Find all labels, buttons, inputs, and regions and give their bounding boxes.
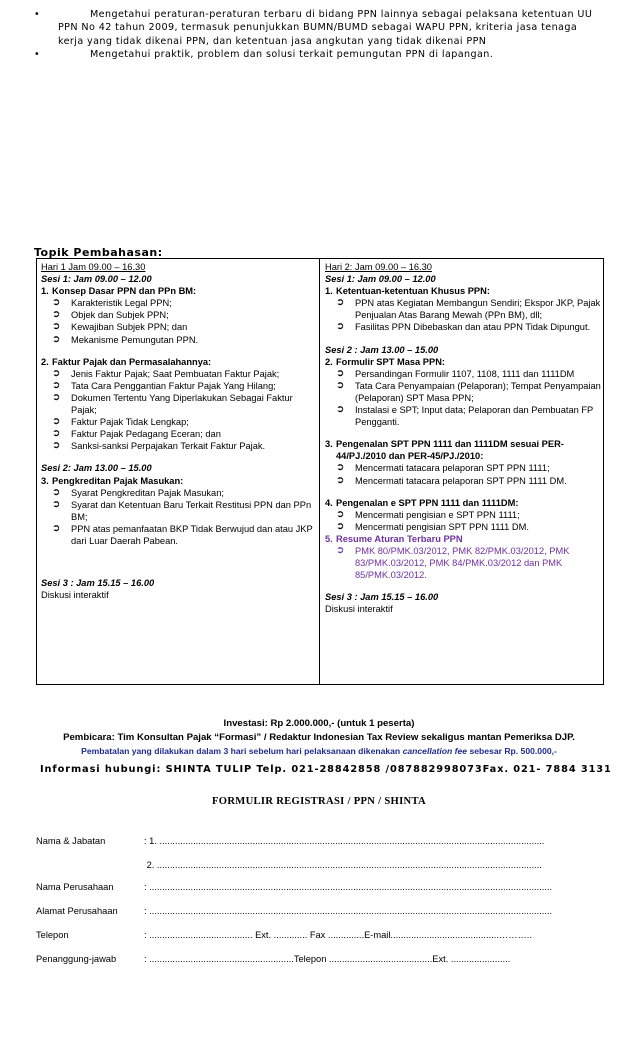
arrow-icon: ➲ <box>52 379 61 391</box>
objective-text: Mengetahui peraturan-peraturan terbaru di bidang PPN lainnya sebagai pelaksana ketentuan UU <box>90 9 593 20</box>
arrow-icon: ➲ <box>336 544 345 556</box>
arrow-icon: ➲ <box>52 428 61 440</box>
form-field[interactable]: : ............................................................................................................................................................ <box>144 906 553 916</box>
topic-heading: 5. Resume Aturan Terbaru PPN <box>325 533 463 544</box>
day1-column <box>41 261 313 601</box>
topic-item: ➲ Fasilitas PPN Dibebaskan dan atau PPN Tidak Dipungut. <box>336 321 591 333</box>
pembatalan-text: Pembatalan yang dilakukan dalam 3 hari sebelum hari pelaksanaan dikenakan cancellation fee sebesar Rp. 500.000,- <box>81 746 557 756</box>
session-heading: Sesi 1: Jam 09.00 – 12.00 <box>325 274 436 285</box>
form-field[interactable]: : ........................................ Ext. ............. Fax ..............E-mail..........................................……….. <box>144 930 532 940</box>
form-row-alamat-perusahaan: Alamat Perusahaan : ............................................................................................................................................................ <box>36 906 553 916</box>
topic-item: ➲ PMK 80/PMK.03/2012, PMK 82/PMK.03/2012, PMK 83/PMK.03/2012, PMK 84/PMK.03/2012 dan PMK 85/PMK.03/2012. <box>336 544 570 581</box>
form-row-nama-jabatan-2 <box>36 860 542 870</box>
form-title: FORMULIR REGISTRASI / PPN / SHINTA <box>212 796 426 807</box>
day2-header: Hari 2: Jam 09.00 – 16.30 <box>325 262 432 272</box>
topic-item: ➲ Syarat Pengkreditan Pajak Masukan; <box>52 486 224 498</box>
topic-item: ➲ Sanksi-sanksi Perpajakan Terkait Faktur Pajak. <box>52 440 266 452</box>
form-field[interactable]: : ............................................................................................................................................................ <box>144 882 553 892</box>
arrow-icon: ➲ <box>336 367 345 379</box>
arrow-icon: ➲ <box>52 522 61 534</box>
session-heading: Sesi 1: Jam 09.00 – 12.00 <box>41 274 152 285</box>
topic-heading: 2. Faktur Pajak dan Permasalahannya: <box>41 356 212 367</box>
session-heading: Sesi 2 : Jam 13.00 – 15.00 <box>325 344 439 355</box>
objective-item <box>34 8 614 48</box>
topic-heading: 1. Konsep Dasar PPN dan PPn BM: <box>41 286 197 297</box>
arrow-icon: ➲ <box>52 333 61 345</box>
schedule-table <box>36 258 604 685</box>
topic-item: ➲ Mencermati pengisian SPT PPN 1111 DM. <box>336 520 529 532</box>
topic-item: ➲ Dokumen Tertentu Yang Diperlakukan Sebagai Faktur Pajak; <box>52 391 293 416</box>
topic-heading: 3. Pengenalan SPT PPN 1111 dan 1111DM sesuai PER-44/PJ./2010 dan PER-45/PJ./2010: <box>325 439 564 462</box>
form-row-penanggung-jawab: Penanggung-jawab : ........................................................Telepon ........................................Ext. ....................... <box>36 954 511 964</box>
topic-item: ➲ Karakteristik Legal PPN; <box>52 297 172 309</box>
session-heading: Sesi 2: Jam 13.00 – 15.00 <box>41 463 152 474</box>
topic-item: ➲ Faktur Pajak Pedagang Eceran; dan <box>52 428 221 440</box>
arrow-icon: ➲ <box>52 416 61 428</box>
topic-heading: 2. Formulir SPT Masa PPN: <box>325 356 446 367</box>
column-divider <box>319 259 320 684</box>
topic-item: ➲ Kewajiban Subjek PPN; dan <box>52 321 188 333</box>
topic-heading: 1. Ketentuan-ketentuan Khusus PPN: <box>325 286 490 297</box>
arrow-icon: ➲ <box>336 379 345 391</box>
arrow-icon: ➲ <box>336 462 345 474</box>
form-row-telepon: Telepon : ........................................ Ext. ............. Fax ..............E-mail..........................................……….. <box>36 930 532 940</box>
discussion-text: Diskusi interaktif <box>325 604 393 615</box>
bullet-icon: • <box>34 9 41 20</box>
session-heading: Sesi 3 : Jam 15.15 – 16.00 <box>41 578 155 589</box>
arrow-icon: ➲ <box>336 297 345 309</box>
contact-info: Informasi hubungi: SHINTA TULIP Telp. 021-28842858 /087882998073Fax. 021- 7884 3131 <box>40 764 612 775</box>
topic-item: ➲ Mekanisme Pemungutan PPN. <box>52 333 199 345</box>
topic-item: ➲ Persandingan Formulir 1107, 1108, 1111 dan 1111DM <box>336 367 575 379</box>
objective-text: Mengetahui praktik, problem dan solusi terkait pemungutan PPN di lapangan. <box>90 48 494 60</box>
arrow-icon: ➲ <box>336 474 345 486</box>
topic-item: ➲ Instalasi e SPT; Input data; Pelaporan dan Pembuatan FP Pengganti. <box>336 404 594 428</box>
objective-text: kerja yang tidak dikenai PPN, dan ketentuan jasa angkutan yang tidak dikenai PPN <box>58 35 487 47</box>
pembicara-text: Pembicara: Tim Konsultan Pajak “Formasi” / Redaktur Indonesian Tax Review sekaligus mantan Pemeriksa DJP. <box>63 732 575 743</box>
arrow-icon: ➲ <box>52 297 61 309</box>
topic-heading: 4. Pengenalan e SPT PPN 1111 dan 1111DM: <box>325 497 519 508</box>
session-heading: Sesi 3 : Jam 15.15 – 16.00 <box>325 592 439 603</box>
arrow-icon: ➲ <box>336 321 345 333</box>
objective-item <box>34 48 614 61</box>
arrow-icon: ➲ <box>52 498 61 510</box>
investasi-text: Investasi: Rp 2.000.000,- (untuk 1 peserta) <box>223 718 415 729</box>
arrow-icon: ➲ <box>52 321 61 333</box>
arrow-icon: ➲ <box>52 391 61 403</box>
form-row-nama-perusahaan: Nama Perusahaan : ............................................................................................................................................................ <box>36 882 553 892</box>
form-field[interactable]: 2. ..................................................................................................................................................... <box>144 860 542 870</box>
arrow-icon: ➲ <box>336 508 345 520</box>
topik-heading: Topik Pembahasan: <box>34 246 163 259</box>
topic-item: ➲ Objek dan Subjek PPN; <box>52 309 169 321</box>
topic-item: ➲ Tata Cara Penyampaian (Pelaporan); Tempat Penyampaian (Pelaporan) SPT Masa PPN; <box>336 379 601 403</box>
topic-item: ➲ Tata Cara Penggantian Faktur Pajak Yang Hilang; <box>52 379 276 391</box>
topic-item: ➲ Jenis Faktur Pajak; Saat Pembuatan Faktur Pajak; <box>52 367 280 379</box>
topic-heading: 3. Pengkreditan Pajak Masukan: <box>41 475 184 486</box>
objective-text: PPN No 42 tahun 2009, termasuk penunjukkan BUMN/BUMD sebagai WAPU PPN, kriteria jasa tenaga <box>58 22 578 34</box>
form-field[interactable]: : ........................................................Telepon ........................................Ext. ....................... <box>144 954 511 964</box>
form-row-nama-jabatan: Nama & Jabatan : 1. ..................................................................................................................................................... <box>36 836 545 846</box>
form-field[interactable]: : 1. ..................................................................................................................................................... <box>144 836 545 846</box>
arrow-icon: ➲ <box>336 404 345 416</box>
day1-header: Hari 1 Jam 09.00 – 16.30 <box>41 262 146 272</box>
topic-item: ➲ PPN atas Kegiatan Membangun Sendiri; Ekspor JKP, Pajak Penjualan Atas Barang Mewah (PPn BM), dll; <box>336 297 601 321</box>
day2-column <box>325 261 601 615</box>
topic-item: ➲ Mencermati tatacara pelaporan SPT PPN 1111 DM. <box>336 474 567 486</box>
topic-item: ➲ Mencermati pengisian e SPT PPN 1111; <box>336 508 520 520</box>
topic-item: ➲ PPN atas pemanfaatan BKP Tidak Berwujud dan atau JKP dari Luar Daerah Pabean. <box>52 522 313 546</box>
topic-item: ➲ Syarat dan Ketentuan Baru Terkait Restitusi PPN dan PPn BM; <box>52 498 312 522</box>
discussion-text: Diskusi interaktif <box>41 590 109 601</box>
arrow-icon: ➲ <box>52 309 61 321</box>
arrow-icon: ➲ <box>52 367 61 379</box>
topic-item: ➲ Faktur Pajak Tidak Lengkap; <box>52 416 189 428</box>
objectives-list <box>34 8 614 61</box>
arrow-icon: ➲ <box>52 486 61 498</box>
arrow-icon: ➲ <box>52 440 61 452</box>
topic-item: ➲ Mencermati tatacara pelaporan SPT PPN 1111; <box>336 462 550 474</box>
arrow-icon: ➲ <box>336 520 345 532</box>
bullet-icon: • <box>34 48 41 60</box>
